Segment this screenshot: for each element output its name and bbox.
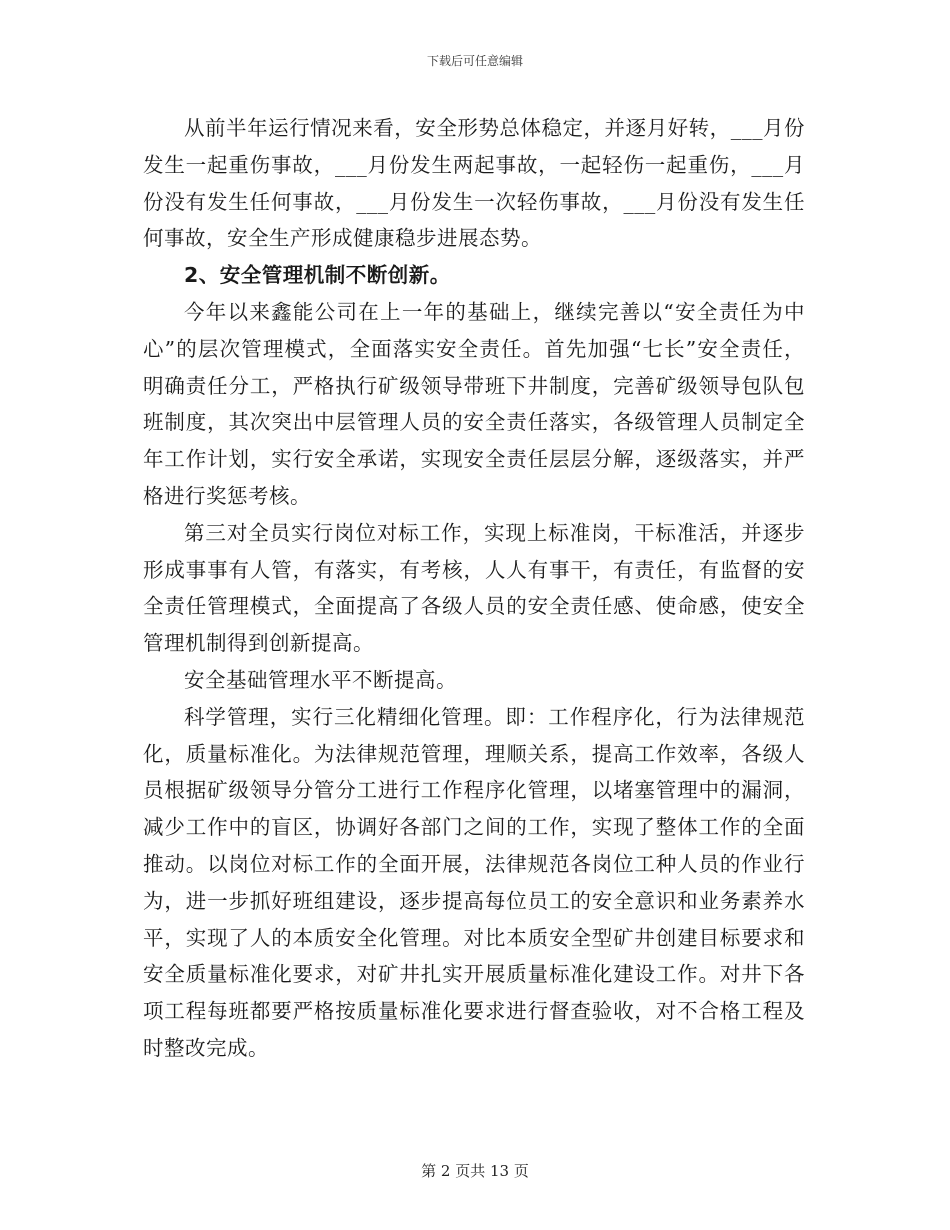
paragraph-post-benchmark: 第三对全员实行岗位对标工作，实现上标准岗，干标准活，并逐步形成事事有人管，有落实，有考核，人人有事干，有责任，有监督的安全责任管理模式，全面提高了各级人员的安全责任感、使命感，使安全管理机制得到创新提高。 <box>143 520 805 656</box>
page-header: 下载后可任意编辑 <box>426 54 523 68</box>
paragraph-basic-management: 安全基础管理水平不断提高。 <box>184 667 457 692</box>
page-number: 第 2 页共 13 页 <box>421 1162 529 1180</box>
section-heading: 2、安全管理机制不断创新。 <box>184 263 451 288</box>
paragraph-scientific-management: 科学管理，实行三化精细化管理。即：工作程序化，行为法律规范化，质量标准化。为法律规范管理，理顺关系，提高工作效率，各级人员根据矿级领导分管分工进行工作程序化管理，以堵塞管理中的漏洞，减少工作中的盲区，协调好各部门之间的工作，实现了整体工作的全面推动。以岗位对标工作的全面开展，法律规范各岗位工种人员的作业行为，进一步抓好班组建设，逐步提高每位员工的安全意识和业务素养水平，实现了人的本质安全化管理。对比本质安全型矿井创建目标要求和安全质量标准化要求，对矿井扎实开展质量标准化建设工作。对井下各项工程每班都要严格按质量标准化要求进行督查验收，对不合格工程及时整改完成。 <box>143 704 805 1060</box>
paragraph-responsibility: 今年以来鑫能公司在上一年的基础上，继续完善以“安全责任为中心”的层次管理模式，全面落实安全责任。首先加强“七长”安全责任，明确责任分工，严格执行矿级领导带班下井制度，完善矿级领导包队包班制度，其次突出中层管理人员的安全责任落实，各级管理人员制定全年工作计划，实行安全承诺，实现安全责任层层分解，逐级落实，并严格进行奖惩考核。 <box>143 299 805 508</box>
document-body <box>143 110 805 1067</box>
paragraph-progress-summary: 从前半年运行情况来看，安全形势总体稳定，并逐月好转，___月份发生一起重伤事故，___月份发生两起事故，一起轻伤一起重伤，___月份没有发生任何事故，___月份发生一次轻伤事故，___月份没有发生任何事故，安全生产形成健康稳步进展态势。 <box>143 116 805 251</box>
